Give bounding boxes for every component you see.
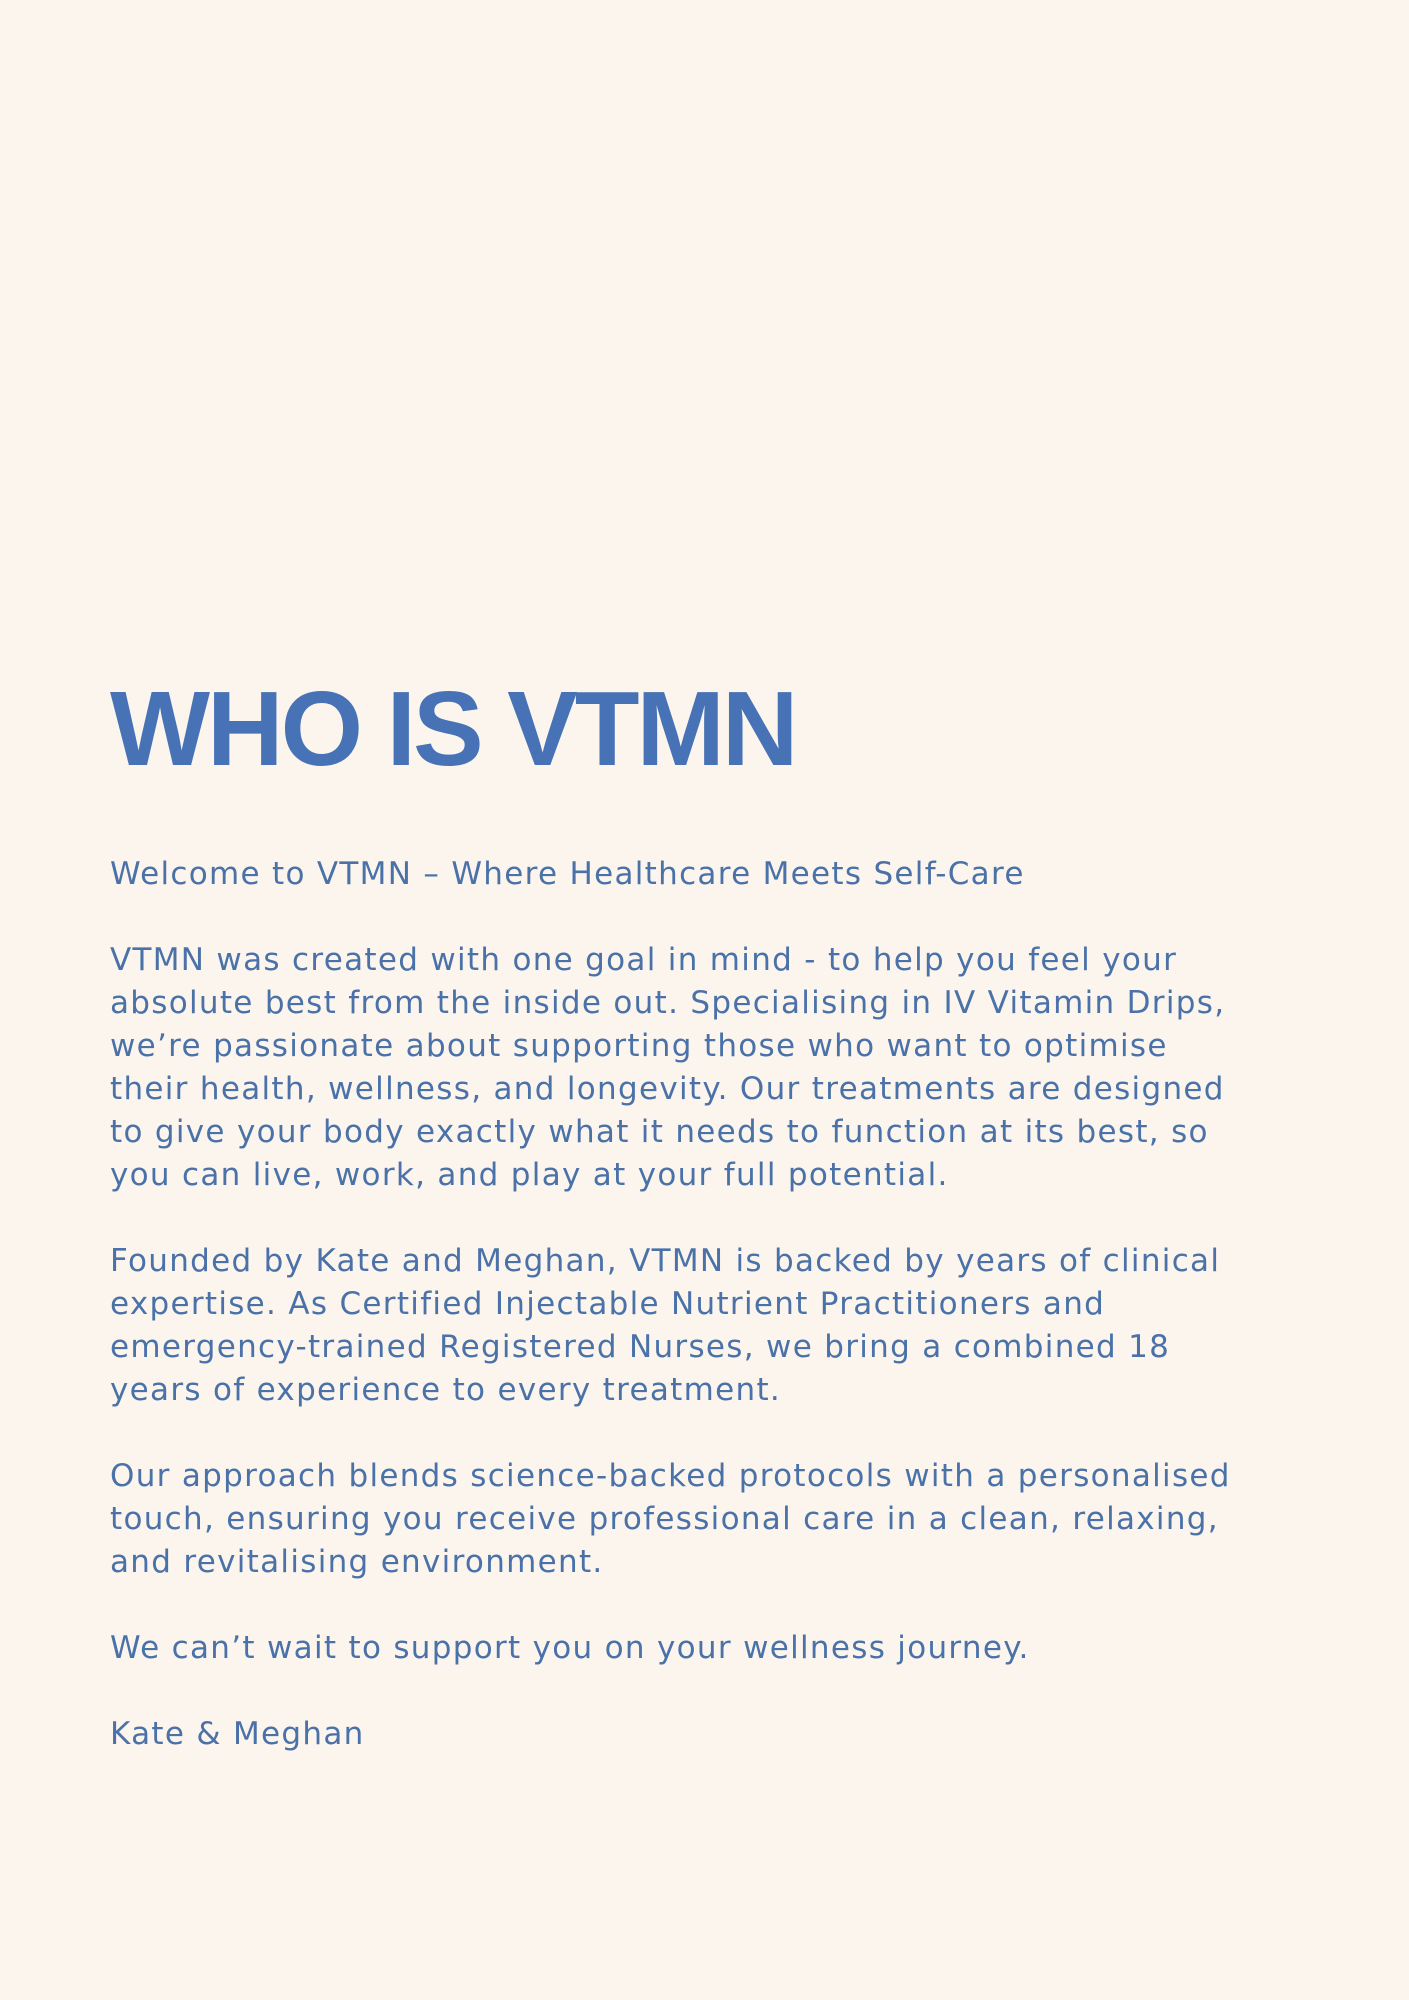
paragraph-line: Founded by Kate and Meghan, VTMN is backed by years of clinical <box>110 1243 1221 1279</box>
signature: Kate & Meghan <box>110 1716 365 1752</box>
paragraph-mission <box>110 939 1360 1197</box>
body-text <box>110 853 1360 1756</box>
paragraph-line: their health, wellness, and longevity. Our treatments are designed <box>110 1071 1225 1107</box>
paragraph-line: Our approach blends science-backed protocols with a personalised <box>110 1458 1231 1494</box>
paragraph-line: expertise. As Certified Injectable Nutrient Practitioners and <box>110 1286 1106 1322</box>
paragraph-line: and revitalising environment. <box>110 1544 604 1580</box>
paragraph-line: VTMN was created with one goal in mind - to help you feel your <box>110 942 1178 978</box>
paragraph-line: absolute best from the inside out. Specialising in IV Vitamin Drips, <box>110 985 1226 1021</box>
paragraph-line: you can live, work, and play at your full potential. <box>110 1157 949 1193</box>
intro-paragraph: Welcome to VTMN – Where Healthcare Meets Self-Care <box>110 856 1025 892</box>
paragraph-line: we’re passionate about supporting those who want to optimise <box>110 1028 1168 1064</box>
paragraph-line: years of experience to every treatment. <box>110 1372 782 1408</box>
page-title: WHO IS VTMN <box>110 670 796 788</box>
paragraph-founders <box>110 1240 1360 1412</box>
closing-paragraph: We can’t wait to support you on your wellness journey. <box>110 1630 1030 1666</box>
paragraph-line: touch, ensuring you receive professional care in a clean, relaxing, <box>110 1501 1219 1537</box>
paragraph-approach <box>110 1455 1360 1584</box>
paragraph-line: to give your body exactly what it needs to function at its best, so <box>110 1114 1209 1150</box>
paragraph-line: emergency-trained Registered Nurses, we bring a combined 18 <box>110 1329 1171 1365</box>
